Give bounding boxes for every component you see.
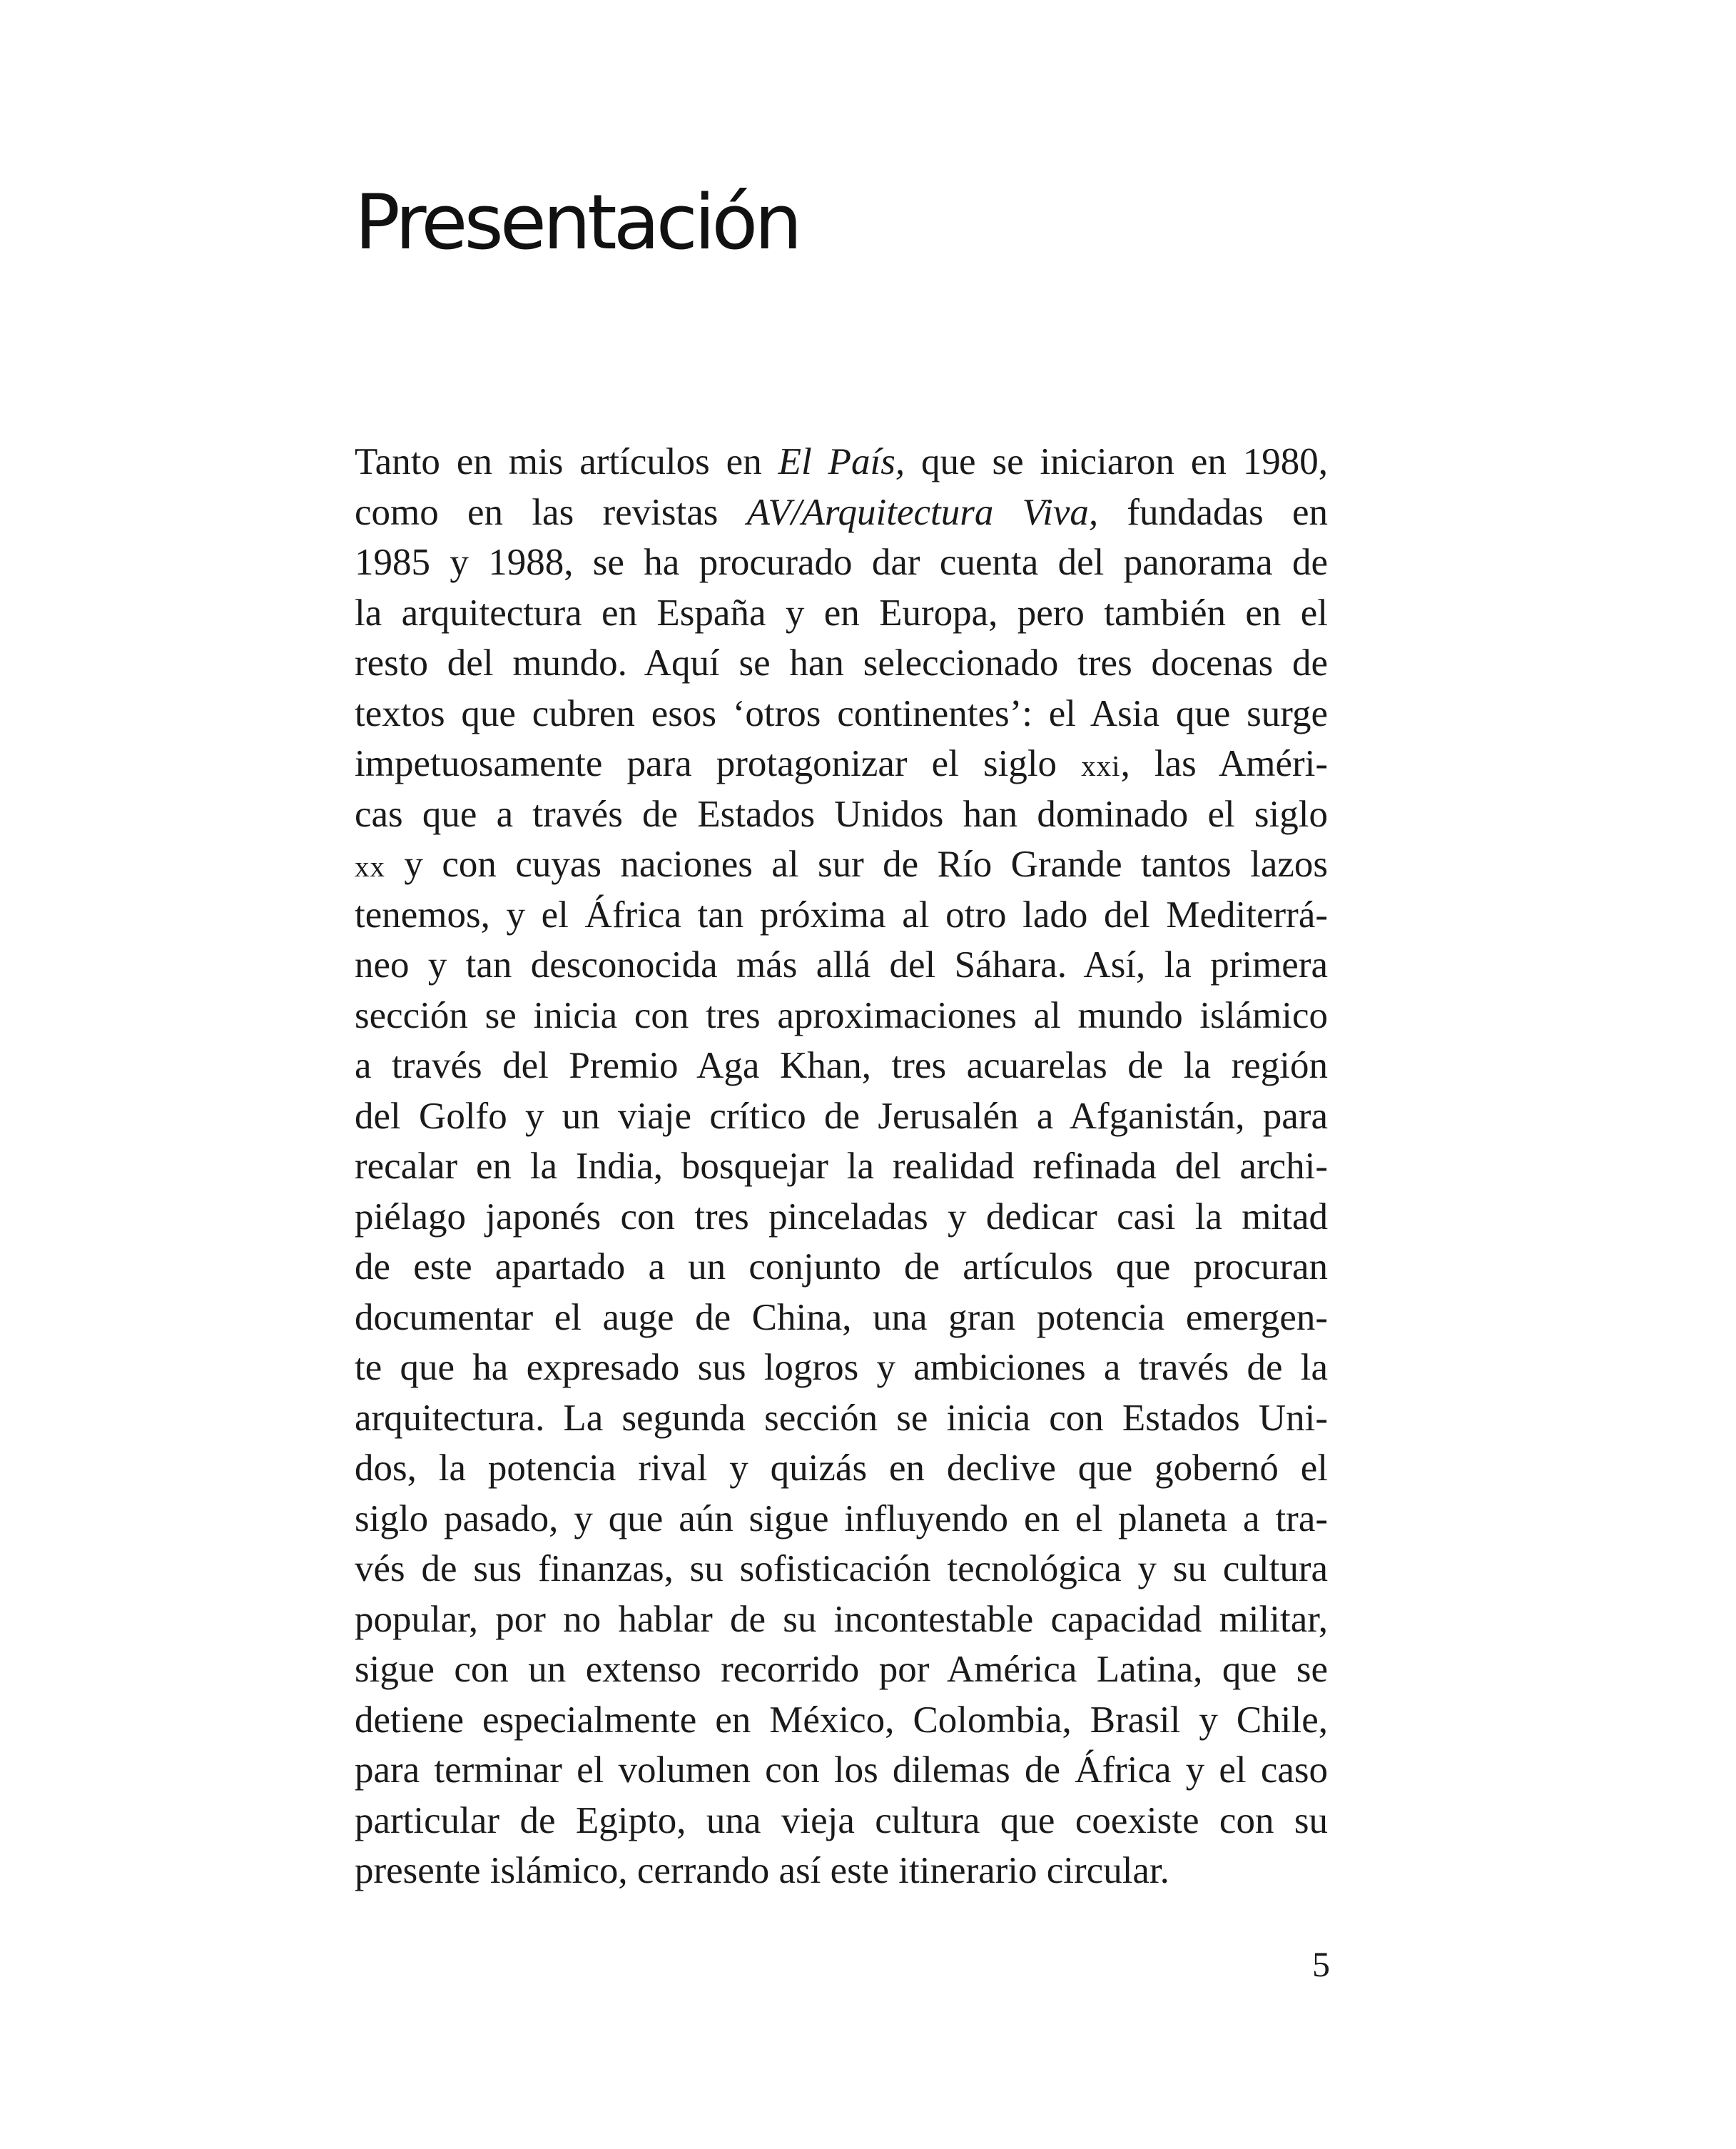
text-line: sigue con un extenso recorrido por América Latina, que se — [355, 1649, 1328, 1690]
text-line — [355, 739, 1328, 789]
text-line: textos que cubren esos ‘otros continentes’: el Asia que surge — [355, 692, 1328, 734]
page-title: Presentación — [355, 178, 799, 266]
text-line: de este apartado a un conjunto de artículos que procuran — [355, 1246, 1328, 1288]
text-line: arquitectura. La segunda sección se inicia con Estados Uni- — [355, 1397, 1328, 1439]
text-line: del Golfo y un viaje crítico de Jerusalén a Afganistán, para — [355, 1095, 1328, 1137]
page-number: 5 — [1312, 1944, 1330, 1984]
text-line — [355, 487, 1328, 538]
text-line: 1985 y 1988, se ha procurado dar cuenta del panorama de — [355, 542, 1328, 583]
text-line: te que ha expresado sus logros y ambiciones a través de la — [355, 1347, 1328, 1388]
text-line: sección se inicia con tres aproximaciones al mundo islámico — [355, 994, 1328, 1036]
text-line: presente islámico, cerrando así este itinerario circular. — [355, 1850, 1169, 1891]
text-segment: y con cuyas naciones al sur de Río Grande tantos lazos — [385, 844, 1328, 885]
text-line: siglo pasado, y que aún sigue influyendo en el planeta a tra- — [355, 1497, 1328, 1539]
text-line: documentar el auge de China, una gran potencia emergen- — [355, 1296, 1328, 1338]
publication-title: El País, — [778, 441, 905, 482]
text-line: a través del Premio Aga Khan, tres acuarelas de la región — [355, 1045, 1328, 1086]
text-line: la arquitectura en España y en Europa, pero también en el — [355, 592, 1328, 634]
text-line — [355, 437, 1328, 487]
text-line: dos, la potencia rival y quizás en declive que gobernó el — [355, 1447, 1328, 1489]
text-line: detiene especialmente en México, Colombia, Brasil y Chile, — [355, 1699, 1328, 1741]
text-segment: como en las revistas — [355, 491, 747, 533]
text-segment: , las Améri- — [1120, 743, 1328, 784]
text-line: tenemos, y el África tan próxima al otro lado del Mediterrá- — [355, 894, 1328, 936]
text-line: particular de Egipto, una vieja cultura que coexiste con su — [355, 1799, 1328, 1841]
text-line: neo y tan desconocida más allá del Sáhara. Así, la primera — [355, 944, 1328, 986]
text-line — [355, 839, 1328, 890]
text-line: popular, por no hablar de su incontestable capacidad militar, — [355, 1598, 1328, 1640]
publication-title: AV/Arquitectura Viva, — [746, 491, 1099, 533]
text-line: piélago japonés con tres pinceladas y dedicar casi la mitad — [355, 1195, 1328, 1238]
text-line: cas que a través de Estados Unidos han dominado el siglo — [355, 793, 1328, 835]
text-segment: Tanto en mis artículos en — [355, 441, 778, 482]
text-line: resto del mundo. Aquí se han seleccionado tres docenas de — [355, 642, 1328, 684]
text-line: vés de sus finanzas, su sofisticación tecnológica y su cultura — [355, 1548, 1328, 1589]
text-segment: fundadas en — [1098, 491, 1328, 533]
text-segment: impetuosamente para protagonizar el siglo — [355, 743, 1082, 784]
body-paragraph — [355, 437, 1328, 1896]
century-numeral: xxi — [1081, 749, 1121, 782]
text-line: para terminar el volumen con los dilemas de África y el caso — [355, 1749, 1328, 1791]
text-line: recalar en la India, bosquejar la realidad refinada del archi- — [355, 1146, 1328, 1187]
century-numeral: xx — [355, 850, 385, 883]
text-segment: que se iniciaron en 1980, — [905, 441, 1329, 482]
